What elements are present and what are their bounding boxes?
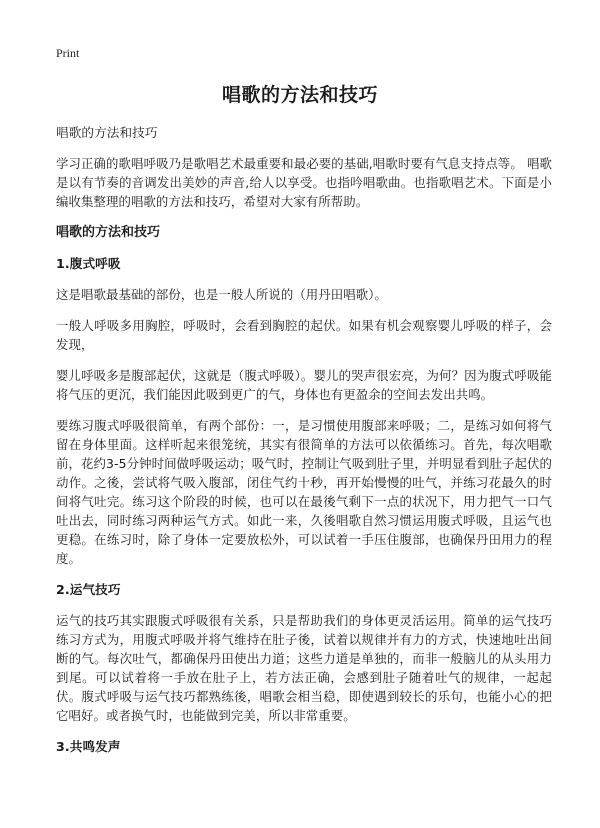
- section-2-paragraph-1: 运气的技巧其实跟腹式呼吸很有关系，只是帮助我们的身体更灵活运用。简单的运气技巧练习方式为，用腹式呼吸并将气维持在肚子後，试着以规律并有力的方式，快速地吐出间断的气。每次吐气，都确保丹田使出力道；这些力道是单独的，而非一般脑儿的从头用力到尾。可以试着将一手放在肚子上，若方法正确，会感到肚子随着吐气的规律，一起起伏。腹式呼吸与运气技巧都熟练後，唱歌会相当稳，即使遇到较长的乐句，也能小心的把它唱好。或者换气时，也能做到完美，所以非常重要。: [56, 613, 552, 723]
- section-1-paragraph-1: 这是唱歌最基础的部份，也是一般人所说的（用丹田唱歌）。: [56, 287, 388, 302]
- section-3-heading: 3.共鸣发声: [56, 739, 121, 754]
- document-subtitle: 唱歌的方法和技巧: [56, 125, 158, 140]
- section-1-heading: 1.腹式呼吸: [56, 256, 121, 271]
- section-1-paragraph-4: 要练习腹式呼吸很简单，有两个部份：一，是习惯使用腹部来呼吸；二，是练习如何将气留在身体里面。这样听起来很笼统，其实有很简单的方法可以依循练习。首先，每次唱歌前，花约3-5分钟时间做呼吸运动；吸气时，控制让气吸到肚子里，并明显看到肚子起伏的动作。之後，尝试将气吸入腹部，闭住气约十秒，再开始慢慢的吐气，并练习花最久的时间将气吐完。练习这个阶段的时候，也可以在最後气剩下一点的状况下，用力把气一口气吐出去，同时练习两种运气方式。如此一来，久後唱歌自然习惯运用腹式呼吸，且运气也更稳。在练习时，除了身体一定要放松外，可以试着一手压住腹部，也确保丹田用力的程度。: [56, 418, 552, 566]
- section-heading: 唱歌的方法和技巧: [56, 225, 161, 240]
- print-link[interactable]: Print: [56, 46, 80, 60]
- page-title: 唱歌的方法和技巧: [221, 84, 378, 106]
- section-2-heading: 2.运气技巧: [56, 582, 121, 597]
- intro-paragraph: 学习正确的歌唱呼吸乃是歌唱艺术最重要和最必要的基础,唱歌时要有气息支持点等。 唱歌是以有节奏的音调发出美妙的声音,给人以享受。也指吟唱歌曲。也指歌唱艺术。下面是小编收集整理的唱歌的方法和技巧，希望对大家有所帮助。: [56, 156, 552, 209]
- article-body: [56, 123, 552, 768]
- section-1-paragraph-2: 一般人呼吸多用胸腔，呼吸时，会看到胸腔的起伏。如果有机会观察婴儿呼吸的样子，会发现，: [56, 318, 552, 352]
- section-1-paragraph-3: 婴儿呼吸多是腹部起伏，这就是（腹式呼吸）。婴儿的哭声很宏亮，为何？因为腹式呼吸能将气压的更沉，我们能因此吸到更广的气，身体也有更盈余的空间去发出共鸣。: [56, 368, 552, 402]
